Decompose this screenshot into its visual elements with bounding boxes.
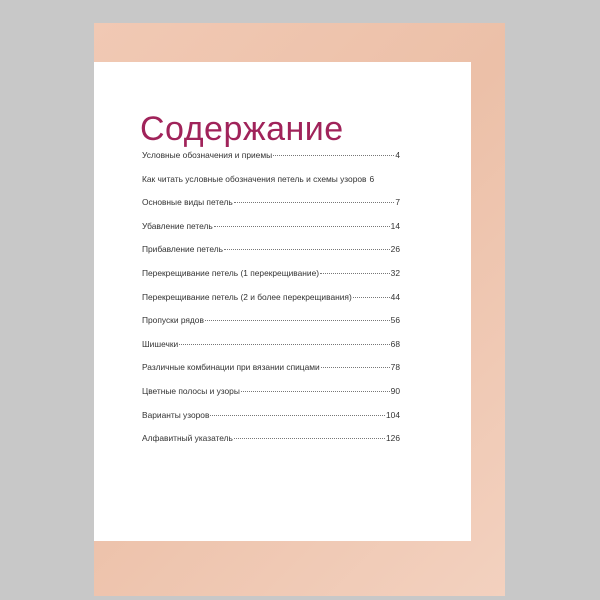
- toc-entry-page: 4: [395, 150, 400, 160]
- toc-dot-leader: [273, 155, 394, 156]
- toc-dot-leader: [205, 320, 390, 321]
- toc-dot-leader: [241, 391, 390, 392]
- toc-entry: [142, 386, 400, 410]
- toc-entry-label: Перекрещивание петель (2 и более перекрещивания): [142, 291, 352, 302]
- toc-entry: [142, 268, 400, 292]
- toc-entry-page: 90: [390, 385, 400, 396]
- toc-dot-leader: [321, 367, 390, 368]
- toc-entry-page: 7: [395, 197, 400, 208]
- toc-entry: [142, 174, 400, 198]
- toc-entry: [142, 244, 400, 268]
- toc-entry-page: 68: [390, 338, 400, 349]
- toc-entry: [142, 221, 400, 245]
- toc-entry: [142, 292, 400, 316]
- toc-dot-leader: [179, 344, 390, 345]
- toc-entry-page: 14: [390, 220, 400, 231]
- toc-dot-leader: [224, 249, 390, 250]
- toc-entry: [142, 197, 400, 221]
- toc-entry-label: Цветные полосы и узоры: [142, 385, 240, 396]
- toc-entry: [142, 339, 400, 363]
- toc-entry-page: 6: [369, 173, 375, 184]
- toc-entry-label: Варианты узоров: [142, 409, 210, 420]
- toc-entry-label: Убавление петель: [142, 220, 213, 231]
- toc-entry: [142, 315, 400, 339]
- toc-entry-label: Прибавление петель: [142, 244, 223, 255]
- toc-entry: [142, 362, 400, 386]
- toc-entry-page: 104: [386, 409, 400, 420]
- toc-entry-label: Основные виды петель: [142, 197, 233, 208]
- toc-entry-label: Условные обозначения и приемы: [142, 150, 273, 160]
- toc-dot-leader: [353, 297, 390, 298]
- toc-dot-leader: [210, 415, 385, 416]
- toc-entry-label: Как читать условные обозначения петель и схемы узоров: [142, 173, 367, 184]
- toc-entry-page: 26: [390, 244, 400, 255]
- toc-entry-label: Пропуски рядов: [142, 315, 204, 326]
- toc-dot-leader: [234, 438, 385, 439]
- toc-dot-leader: [320, 273, 390, 274]
- toc-entry: [142, 410, 400, 434]
- toc-entry-label: Алфавитный указатель: [142, 433, 233, 444]
- toc-entry-label: Различные комбинации при вязании спицами: [142, 362, 320, 373]
- toc-entry-label: Перекрещивание петель (1 перекрещивание): [142, 267, 320, 278]
- table-of-contents: [142, 150, 400, 457]
- toc-entry-page: 126: [386, 433, 400, 444]
- toc-entry-page: 56: [390, 315, 400, 326]
- toc-entry: [142, 150, 400, 174]
- toc-entry-page: 44: [390, 291, 400, 302]
- toc-dot-leader: [234, 202, 395, 203]
- toc-entry: [142, 433, 400, 457]
- toc-entry-label: Шишечки: [142, 338, 179, 349]
- toc-dot-leader: [214, 226, 390, 227]
- toc-entry-page: 32: [390, 267, 400, 278]
- toc-entry-page: 78: [390, 362, 400, 373]
- page-title: Содержание: [140, 110, 344, 148]
